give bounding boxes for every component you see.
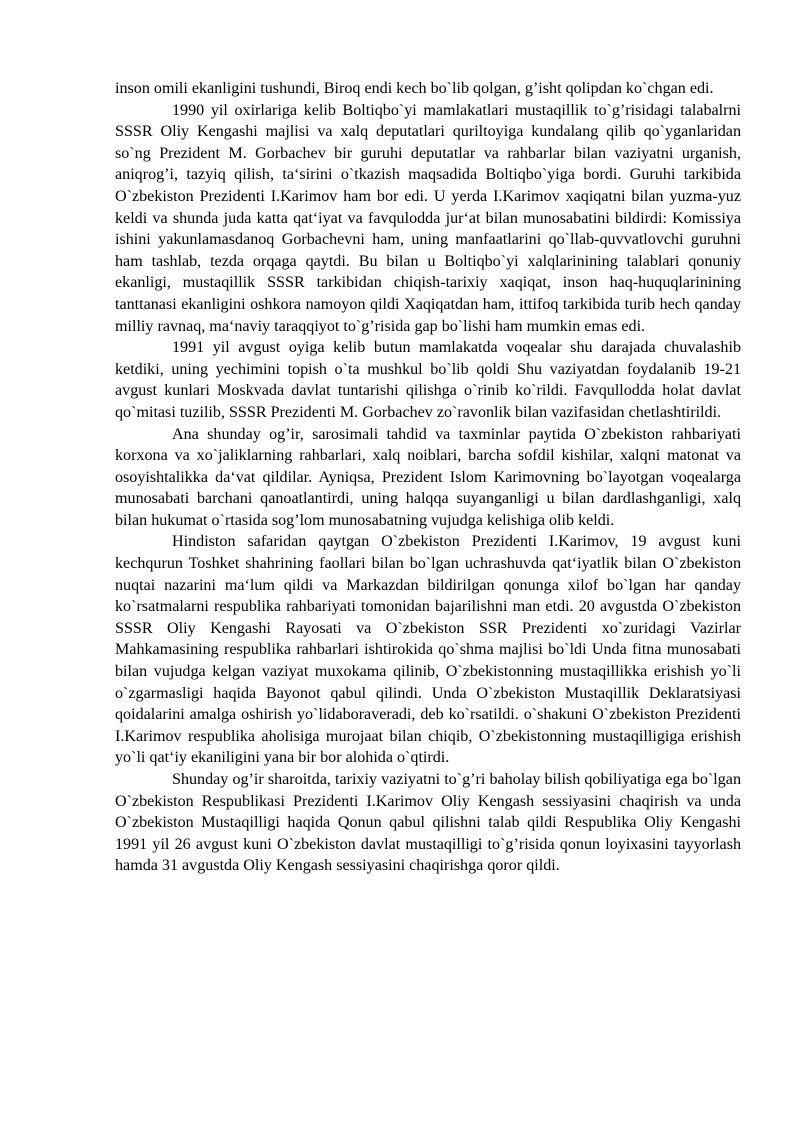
paragraph-baltic-1990: 1990 yil oxirlariga kelib Boltiqbo`yi mamlakatlari mustaqillik to`g’risidagi talabalrni SSSR Oliy Kengashi majlisi va xalq deputatlari quriltoyiga kundalang qilib qo`yganlaridan so`ng Prezident M. Gorbachev bir guruhi deputatlar va rahbarlar bilan vaziyatni urganish, aniqrog’i, tazyiq qilish, ta‘sirini o`tkazish maqsadida Boltiqbo`yiga bordi. Guruhi tarkibida O`zbekiston Prezidenti I.Karimov ham bor edi. U yerda I.Karimov xaqiqatni bilan yuzma-yuz keldi va shunda juda katta qat‘iyat va favqulodda jur‘at bilan munosabatini bildirdi: Komissiya ishini yakunlamasdanoq Gorbachevni ham, uning manfaatlarini qo`llab-quvvatlovchi guruhni ham tashlab, tezda orqaga qaytdi. Bu bilan u Boltiqbo`yi xalqlarinining talablari qonuniy ekanligi, mustaqillik SSSR tarkibidan chiqish-tarixiy xaqiqat, inson haq-huquqlarinining tanttanasi ekanligini oshkora namoyon qildi Xaqiqatdan ham, ittifoq tarkibida turib hech qanday milliy ravnaq, ma‘naviy taraqqiyot to`g’risida gap bo`lishi ham mumkin emas edi. [115, 101, 741, 335]
paragraph-august-1991: 1991 yil avgust oyiga kelib butun mamlakatda voqealar shu darajada chuvalashib ketdiki, uning yechimini topish o`ta mushkul bo`lib qoldi Shu vaziyatdan foydalanib 19-21 avgust kunlari Moskvada davlat tuntarishi qilishga o`rinib ko`rildi. Favqullodda holat davlat qo`mitasi tuzilib, SSSR Prezidenti M. Gorbachev zo`ravonlik bilan vazifasidan chetlashtirildi. [115, 339, 741, 421]
document-body [115, 78, 741, 877]
paragraph-leadership-response: Ana shunday og’ir, sarosimali tahdid va taxminlar paytida O`zbekiston rahbariyati korxona va xo`jaliklarning rahbarlari, xalq noiblari, barcha sofdil kishilar, xalqni matonat va osoyishtalikka da‘vat qildilar. Ayniqsa, Prezident Islom Karimovning bo`layotgan voqealarga munosabati barchani qanoatlantirdi, uning halqqa suyanganligi u bilan dardlashganligi, xalq bilan hukumat o`rtasida sog’lom munosabatning vujudga kelishiga olib keldi. [115, 425, 741, 529]
paragraph-continuation: inson omili ekanligini tushundi, Biroq endi kech bo`lib qolgan, g’isht qolipdan ko`chgan edi. [115, 80, 714, 97]
paragraph-independence-law: Shunday og’ir sharoitda, tarixiy vaziyatni to`g’ri baholay bilish qobiliyatiga ega bo`lgan O`zbekiston Respublikasi Prezidenti I.Karimov Oliy Kengash sessiyasini chaqirish va unda O`zbekiston Mustaqilligi haqida Qonun qabul qilishni talab qildi Respublika Oliy Kengashi 1991 yil 26 avgust kuni O`zbekiston davlat mustaqilligi to`g’risida qonun loyixasini tayyorlash hamda 31 avgustda Oliy Kengash sessiyasini chaqirishga qoror qildi. [115, 771, 741, 875]
paragraph-india-return: Hindiston safaridan qaytgan O`zbekiston Prezidenti I.Karimov, 19 avgust kuni kechqurun Toshket shahrining faollari bilan bo`lgan uchrashuvda qat‘iyatlik bilan O`zbekiston nuqtai nazarini ma‘lum qildi va Markazdan bildirilgan qonunga xilof bo`lgan har qanday ko`rsatmalarni respublika rahbariyati tomonidan bajarilishni man etdi. 20 avgustda O`zbekiston SSSR Oliy Kengashi Rayosati va O`zbekiston SSR Prezidenti xo`zuridagi Vazirlar Mahkamasining respublika rahbarlari ishtirokida qo`shma majlisi bo`ldi Unda fitna munosabati bilan vujudga kelgan vaziyat muxokama qilinib, O`zbekistonning mustaqillikka erishish yo`li o`zgarmasligi haqida Bayonot qabul qilindi. Unda O`zbekiston Mustaqillik Deklaratsiyasi qoidalarini amalga oshirish yo`lidaboraveradi, deb ko`rsatildi. o`shakuni O`zbekiston Prezidenti I.Karimov respublika aholisiga murojaat bilan chiqib, O`zbekistonning mustaqilligiga erishish yo`li qat‘iy ekaniligini yana bir bor alohida o`qtirdi. [115, 533, 741, 767]
